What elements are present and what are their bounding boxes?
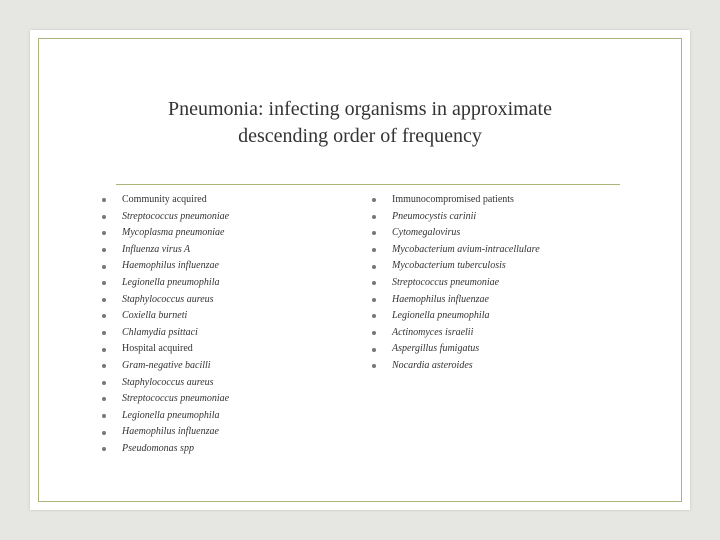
slide-title (30, 96, 690, 150)
list-item (102, 375, 342, 392)
title-line-1: Pneumonia: infecting organisms in approximate (167, 98, 552, 120)
list-item-text: Aspergillus fumigatus (392, 343, 480, 355)
list-item-text: Haemophilus influenzae (122, 426, 219, 438)
list-item-text: Mycobacterium tuberculosis (392, 260, 506, 272)
list-item (102, 292, 342, 309)
bullet-icon (102, 431, 106, 435)
bullet-icon (102, 231, 106, 235)
left-organism-list (102, 192, 342, 458)
list-item-text: Pseudomonas spp (122, 442, 194, 454)
list-item (102, 358, 342, 375)
bullet-icon (372, 248, 376, 252)
list-item-text: Immunocompromised patients (392, 194, 514, 205)
list-item-text: Legionella pneumophila (392, 310, 490, 322)
list-item-text: Cytomegalovirus (392, 227, 461, 239)
slide (30, 30, 690, 510)
list-item (372, 209, 632, 226)
bullet-icon (102, 281, 106, 285)
bullet-icon (102, 198, 106, 202)
bullet-icon (372, 265, 376, 269)
list-item (372, 258, 632, 275)
list-item (102, 424, 342, 441)
list-item-text: Mycobacterium avium-intracellulare (392, 243, 540, 255)
bullet-icon (102, 348, 106, 352)
bullet-icon (102, 248, 106, 252)
bullet-icon (102, 447, 106, 451)
bullet-icon (372, 364, 376, 368)
list-item-text: Haemophilus influenzae (122, 260, 219, 272)
list-item-text: Streptococcus pneumoniae (122, 210, 230, 222)
list-item (372, 275, 632, 292)
list-item (372, 242, 632, 259)
list-item (102, 408, 342, 425)
bullet-icon (372, 198, 376, 202)
bullet-icon (102, 364, 106, 368)
list-item-text: Pneumocystis carinii (392, 210, 477, 222)
list-item-text: Mycoplasma pneumoniae (122, 227, 225, 239)
list-item (372, 292, 632, 309)
bullet-icon (102, 298, 106, 302)
bullet-icon (102, 397, 106, 401)
list-item (102, 275, 342, 292)
list-item-text: Legionella pneumophila (122, 409, 220, 421)
list-item-text: Influenza virus A (122, 243, 191, 255)
list-item-text: Community acquired (122, 194, 207, 205)
list-item-text: Streptococcus pneumoniae (392, 276, 500, 288)
list-item-text: Nocardia asteroides (392, 359, 473, 371)
list-item (102, 341, 342, 358)
list-item-text: Chlamydia psittaci (122, 326, 198, 338)
list-item-text: Staphylococcus aureus (122, 293, 214, 305)
list-item (102, 209, 342, 226)
bullet-icon (102, 265, 106, 269)
bullet-icon (372, 231, 376, 235)
list-item-text: Haemophilus influenzae (392, 293, 489, 305)
list-item (372, 192, 632, 209)
bullet-icon (102, 381, 106, 385)
bullet-icon (372, 298, 376, 302)
bullet-icon (372, 348, 376, 352)
list-item (372, 341, 632, 358)
title-line-2: descending order of frequency (238, 125, 482, 147)
list-item-text: Streptococcus pneumoniae (122, 393, 230, 405)
list-item (102, 441, 342, 458)
bullet-icon (372, 331, 376, 335)
list-item (102, 391, 342, 408)
list-item (372, 225, 632, 242)
title-divider (116, 184, 620, 185)
list-item (102, 258, 342, 275)
list-item (372, 308, 632, 325)
list-item (372, 325, 632, 342)
bullet-icon (102, 215, 106, 219)
right-organism-list (372, 192, 632, 375)
list-item-text: Staphylococcus aureus (122, 376, 214, 388)
list-item (102, 242, 342, 259)
list-item-text: Gram-negative bacilli (122, 359, 211, 371)
list-item (102, 308, 342, 325)
list-item-text: Hospital acquired (122, 343, 193, 355)
bullet-icon (102, 314, 106, 318)
list-item (372, 358, 632, 375)
bullet-icon (102, 331, 106, 335)
list-item (102, 225, 342, 242)
bullet-icon (372, 314, 376, 318)
list-item-text: Legionella pneumophila (122, 276, 220, 288)
bullet-icon (102, 414, 106, 418)
list-item (102, 192, 342, 209)
list-item-text: Coxiella burneti (122, 310, 188, 322)
list-item-text: Actinomyces israelii (392, 326, 474, 338)
bullet-icon (372, 215, 376, 219)
list-item (102, 325, 342, 342)
bullet-icon (372, 281, 376, 285)
